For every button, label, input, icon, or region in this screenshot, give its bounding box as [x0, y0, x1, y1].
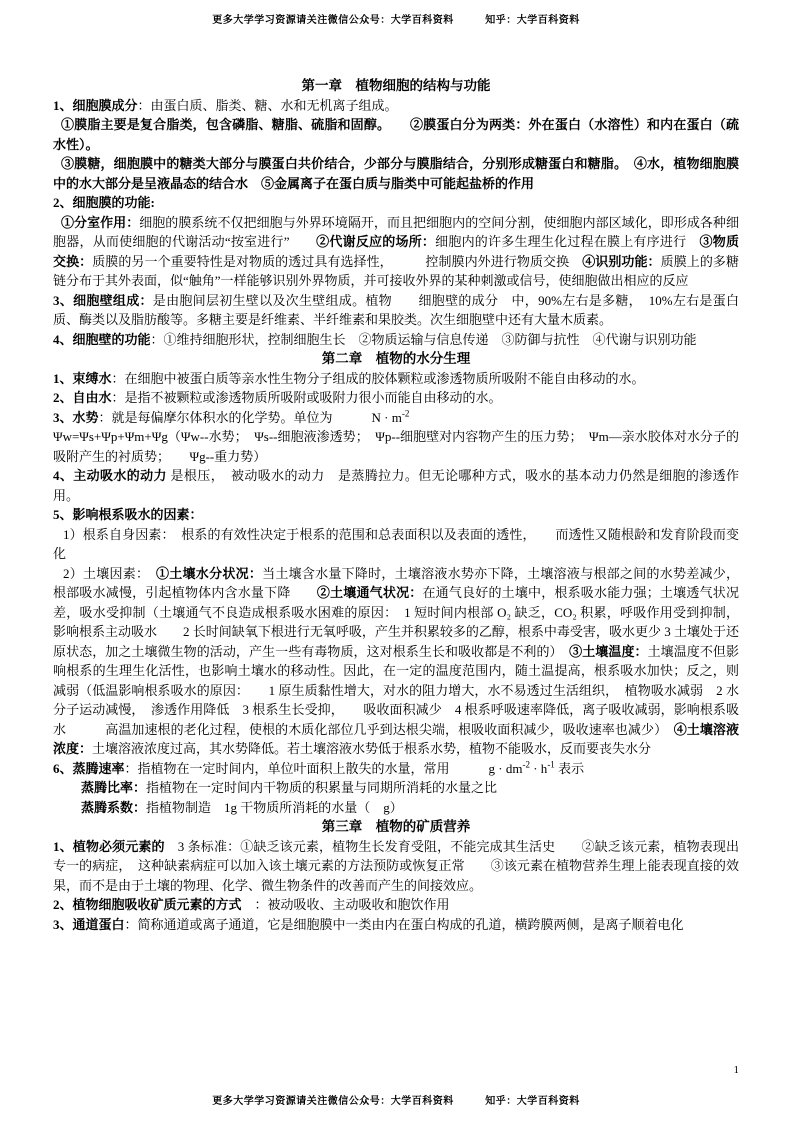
- text-run: ：被动吸收、主动吸收和胞饮作用: [241, 897, 450, 912]
- text-run: ：由蛋白质、脂类、糖、水和无机离子组成。: [137, 97, 398, 113]
- paragraph: [53, 427, 739, 466]
- text-run: 1）根系自身因素： 根系的有效性决定于根系的范围和总表面积以及表面的透性， 而透性又随根龄和发育阶段而变化: [53, 526, 739, 561]
- text-run: 3 条标准：①缺乏该元素，植物生长发育受阻，不能完成其生活史 ②缺乏该元素，植物表现出专一的病症， 这种缺素病症可以加入该土壤元素的方法预防或恢复正常 ③该元素在植物营养生理上能表现直接的效果，而不是由于土壤的物理、化学、微生物条件的改善而产生的间接效应。: [53, 838, 739, 893]
- superscript-text: -2: [401, 408, 410, 419]
- text-run: ①土壤水分状况：: [156, 565, 263, 581]
- paragraph: [53, 895, 739, 915]
- text-run: 第三章 植物的矿质营养: [321, 819, 471, 834]
- text-run: 质膜的另一个重要特性是对物质的透过具有选择性， 控制膜内外进行物质交换: [92, 253, 583, 269]
- text-run: 表示: [554, 760, 585, 776]
- paragraph: [53, 154, 739, 193]
- paragraph: [53, 408, 739, 428]
- text-run: 1、束缚水: [53, 370, 112, 386]
- text-run: 指植物制造 1g 干物质所消耗的水量（ g）: [146, 799, 403, 815]
- paragraph: [53, 193, 739, 213]
- text-run: 6、蒸腾速率: [53, 760, 125, 776]
- text-run: 蒸腾系数：: [81, 799, 147, 815]
- text-run: ：是指不被颗粒或渗透物质所吸附或吸附力很小而能自由移动的水。: [111, 390, 502, 405]
- text-run: · h: [529, 760, 548, 776]
- paragraph: [53, 96, 739, 116]
- text-run: 土壤溶液浓度过高，其水势降低。若土壤溶液水势低于根系水势，植物不能吸水，反而要丧失水分: [92, 741, 652, 756]
- text-run: ②代谢反应的场所：: [316, 234, 436, 249]
- text-run: ：指植物在一定时间内，单位叶面积上散失的水量，常用 g · dm: [124, 760, 523, 776]
- text-run: 土壤温度不但影响根系的生理生化活性，也影响土壤水的移动性。因此，在一定的温度范围内，随土温提高，根系吸水加快；反之，则减弱（低温影响根系吸水的原因： 1 原生质黏性增大，对水的阻力增大，水不易透过生活组织， 植物吸水减弱 2 水分子运动减慢， 渗透作用降低 3 根系生长受抑， 吸收面积减少 4 根系呼吸速率降低，离子吸收减弱，影响根系吸水 高温加速根的老化过程，使根的木质化部位几乎到达根尖端，根吸收面积减少，吸收速率也减少）: [53, 643, 739, 737]
- text-run: 2、植物细胞吸收矿质元素的方式: [53, 897, 242, 912]
- text-run: 第二章 植物的水分生理: [321, 351, 471, 366]
- text-run: 3、通道蛋白: [53, 916, 125, 932]
- text-run: ③土壤温度：: [569, 643, 648, 659]
- text-run: 4、主动吸水的动力: [53, 468, 167, 483]
- page-number: 1: [733, 1064, 739, 1076]
- text-run: 第一章 植物细胞的结构与功能: [301, 78, 491, 93]
- text-run: ：就是每偏摩尔体积水的化学势。单位为 N · m: [98, 409, 402, 425]
- page-header-text: 更多大学学习资源请关注微信公众号：大学百科资料 知乎：大学百科资料: [212, 15, 580, 26]
- text-run: ③物质交换：: [53, 234, 739, 269]
- paragraph: [53, 759, 739, 779]
- paragraph: [53, 330, 739, 350]
- text-run: ①分室作用：: [61, 214, 140, 230]
- text-run: 质膜上的多糖链分布于其外表面，似“触角”一样能够识别外界物质，并可接收外界的某种刺激或信号，使细胞做出相应的反应: [53, 253, 739, 288]
- text-run: ：简称通道或离子通道，它是细胞膜中一类由内在蛋白构成的孔道，横跨膜两侧，是离子顺着电化: [124, 916, 684, 932]
- text-run: 1、植物必须元素的: [53, 838, 165, 854]
- page-footer-text: 更多大学学习资源请关注微信公众号：大学百科资料 知乎：大学百科资料: [212, 1096, 580, 1107]
- text-run: Ψw=Ψs+Ψp+Ψm+Ψg（Ψw--水势； Ψs--细胞液渗透势； Ψp--细胞壁对内容物产生的压力势； Ψm—亲水胶体对水分子的吸附产生的衬质势； Ψg--重力势）: [53, 429, 739, 464]
- paragraph: [53, 388, 739, 408]
- paragraph: [53, 564, 739, 759]
- superscript-text: -2: [522, 759, 530, 770]
- paragraph: [53, 115, 739, 154]
- text-run: 细胞内的许多生理生化过程在膜上有序进行: [435, 234, 700, 249]
- text-run: ：在细胞中被蛋白质等亲水性生物分子组成的胶体颗粒或渗透物质所吸附不能自由移动的水。: [111, 370, 645, 386]
- text-run: 3、细胞壁组成：: [53, 292, 153, 308]
- section-heading: [53, 817, 739, 837]
- text-run: 细胞的膜系统不仅把细胞与外界环境隔开，而且把细胞内的空间分割，使细胞内部区域化，即形成各种细胞器，从而使细胞的代谢活动“按室进行”: [53, 214, 739, 249]
- paragraph: [53, 466, 739, 505]
- text-run: 1、细胞膜成分: [53, 97, 138, 113]
- text-run: ：①维持细胞形状，控制细胞生长 ②物质运输与信息传递 ③防御与抗性 ④代谢与识别功能: [150, 331, 697, 347]
- section-heading: [53, 349, 739, 369]
- text-run: ④土壤溶液浓度：: [53, 721, 739, 756]
- text-run: 5、影响根系吸水的因素：: [53, 507, 203, 522]
- text-run: 蒸腾比率：: [81, 780, 147, 795]
- paragraph: [53, 213, 739, 291]
- paragraph: [53, 525, 739, 564]
- paragraph: [53, 915, 739, 935]
- text-run: 是根压， 被动吸水的动力 是蒸腾拉力。但无论哪种方式，吸水的基本动力仍然是细胞的渗透作用。: [53, 468, 739, 503]
- text-run: 3、水势: [53, 409, 99, 425]
- text-run: 2、细胞膜的功能:: [53, 195, 155, 210]
- text-run: 2、自由水: [53, 390, 112, 405]
- section-heading: [53, 76, 739, 96]
- text-run: ④识别功能：: [582, 253, 661, 269]
- text-run: 在通气良好的土壤中，根系吸水能力强；土壤透气状况差，吸水受抑制（土壤通气不良造成根系吸水困难的原因： 1 短时间内根部 O₂ 缺乏，CO₂ 积累，呼吸作用受到抑制，影响根系主动吸水 2 长时间缺氧下根进行无氧呼吸，产生并积累较多的乙醇，根系中毒受害，吸水更少 3 土壤处于还原状态，加之土壤微生物的活动，产生一些有毒物质，这对根系生长和吸收都是不利的）: [53, 585, 739, 659]
- paragraph: [53, 369, 739, 389]
- text-run: 是由胞间层初生壁以及次生壁组成。植物 细胞壁的成分 中，90%左右是多糖， 10%左右是蛋白质、酶类以及脂肪酸等。多糖主要是纤维素、半纤维素和果胶类。次生细胞壁中还有大量木质素。: [53, 292, 739, 327]
- paragraph: [53, 505, 739, 525]
- document-content: [53, 76, 739, 934]
- superscript-text: -1: [547, 759, 555, 770]
- text-run: 4、细胞壁的功能: [53, 331, 151, 347]
- paragraph: [53, 291, 739, 330]
- text-run: 当土壤含水量下降时，土壤溶液水势亦下降，土壤溶液与根部之间的水势差减少，根部吸水减慢，引起植物体内含水量下降: [53, 565, 739, 600]
- text-run: ①膜脂主要是复合脂类，包含磷脂、糖脂、硫脂和固醇。 ②膜蛋白分为两类：外在蛋白（水溶性）和内在蛋白（疏水性）。: [53, 117, 739, 152]
- paragraph: [53, 798, 739, 818]
- text-run: ③膜糖，细胞膜中的糖类大部分与膜蛋白共价结合，少部分与膜脂结合，分别形成糖蛋白和糖脂。 ④水，植物细胞膜中的水大部分是呈液晶态的结合水 ⑤金属离子在蛋白质与脂类中可能起盐桥的作用: [53, 156, 739, 191]
- text-run: 2）土壤因素：: [63, 565, 157, 581]
- paragraph: [53, 837, 739, 896]
- text-run: 指植物在一定时间内干物质的积累量与同期所消耗的水量之比: [146, 780, 498, 795]
- paragraph: [53, 778, 739, 798]
- text-run: ②土壤通气状况：: [316, 585, 423, 600]
